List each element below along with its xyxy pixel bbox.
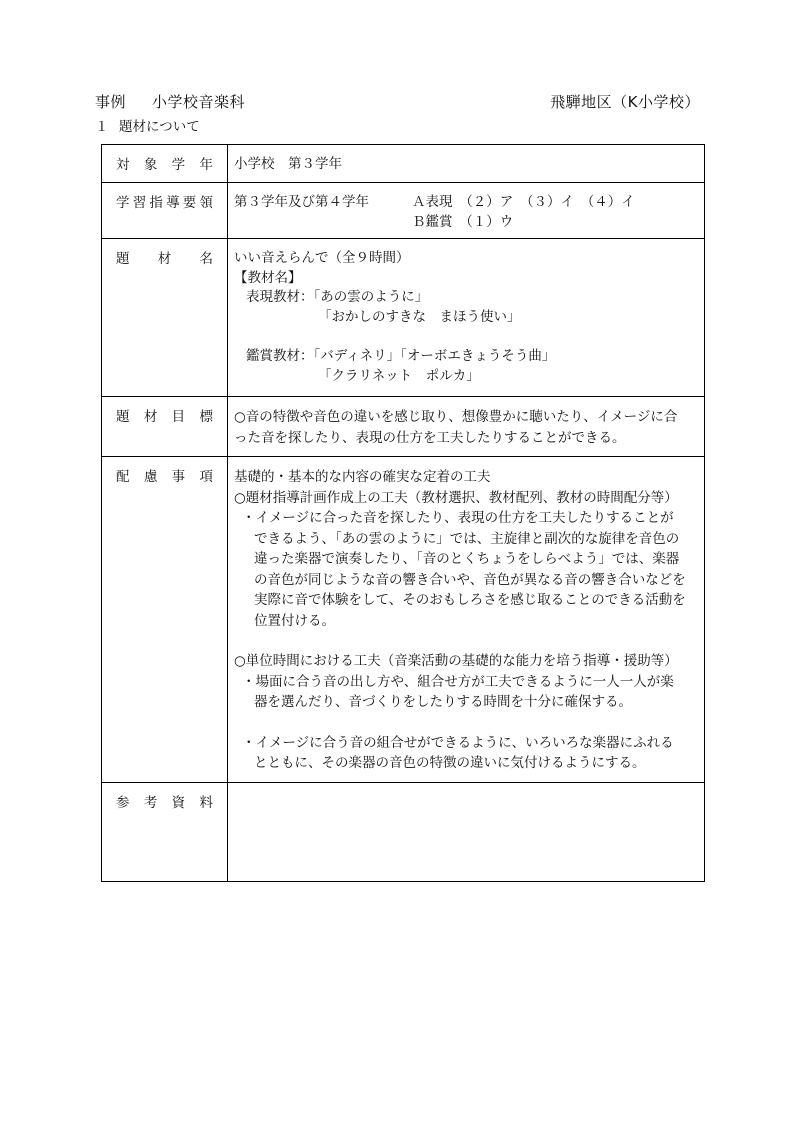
consideration-row (102, 457, 705, 783)
curriculum-label: 学 習 指 導 要 領 (116, 195, 213, 211)
curriculum-label-cell (102, 183, 228, 239)
unit-name: いい音えらんで（全９時間） (234, 250, 410, 266)
consideration-heading: 基礎的・基本的な内容の確実な定着の工夫 (234, 469, 491, 485)
grade-value: 小学校 第３学年 (234, 156, 342, 172)
appreciation-materials-1: 鑑賞教材：「バディネリ」「オーボエきょうそう曲」 (246, 348, 556, 364)
grade-value-cell (228, 145, 705, 183)
materials-header: 【教材名】 (234, 269, 302, 286)
unit-info-table (101, 144, 705, 882)
unit-goal-row (102, 397, 705, 457)
plan-line: 違った楽器で演奏したり、「音のとくちょうをしらべよう」では、楽器 (254, 551, 680, 567)
expression-materials-2: 「おかしのすきな まほう使い」 (318, 308, 521, 325)
unit-title-value-cell (228, 239, 705, 397)
lesson-line: ・場面に合う音の出し方や、組合せ方が工夫できるように一人一人が楽 (242, 673, 674, 690)
unit-goal-label-cell (102, 397, 228, 457)
unit-goal-value-cell (228, 397, 705, 457)
unit-title-row (102, 239, 705, 397)
document-header-left (95, 91, 245, 112)
reference-label: 参 考 資 料 (116, 794, 213, 811)
consideration-value-cell (228, 457, 705, 783)
section-number: １ (95, 119, 109, 135)
region-label: 飛騨地区（K小学校） (550, 93, 700, 111)
lesson-line: 器を選んだり、音づくりをしたりする時間を十分に確保する。 (254, 694, 632, 710)
reference-row (102, 782, 705, 881)
grade-label: 対 象 学 年 (116, 157, 213, 173)
curriculum-row (102, 183, 705, 239)
curriculum-appreciation: Ｂ鑑賞 （１）ウ (412, 213, 514, 230)
plan-heading: ○題材指導計画作成上の工夫（教材選択、教材配列、教材の時間配分等） (234, 489, 678, 506)
appreciation-materials-2: 「クラリネット ポルカ」 (318, 367, 480, 384)
plan-line: 位置付ける。 (254, 612, 335, 629)
curriculum-grades: 第３学年及び第４学年 (234, 194, 369, 210)
case-label: 事例 (95, 93, 127, 111)
plan-line: ・イメージに合った音を探したり、表現の仕方を工夫したりすることが (242, 510, 674, 526)
unit-title-label-cell (102, 239, 228, 397)
reference-label-cell (102, 782, 228, 881)
unit-goal-line-2: った音を探したり、表現の仕方を工夫したりすることができる。 (234, 429, 626, 446)
lesson-line: とともに、その楽器の音色の特徴の違いに気付けるようにする。 (254, 755, 646, 771)
consideration-label-cell (102, 457, 228, 783)
section-heading (95, 115, 200, 135)
grade-label-cell (102, 145, 228, 183)
lesson-heading: ○単位時間における工夫（音楽活動の基礎的な能力を培う指導・援助等） (234, 653, 678, 669)
lesson-line: ・イメージに合う音の組合せができるように、いろいろな楽器にふれる (242, 734, 674, 751)
subject-label: 小学校音楽科 (152, 93, 246, 111)
plan-line: の音色が同じような音の響き合いや、音色が異なる音の響き合いなどを (254, 571, 686, 588)
grade-row (102, 145, 705, 183)
consideration-label: 配 慮 事 項 (116, 469, 213, 485)
plan-line: できるよう、「あの雲のように」では、主旋律と副次的な旋律を音色の (254, 530, 680, 547)
unit-goal-label: 題 材 目 標 (116, 409, 213, 425)
section-title: 題材について (119, 119, 200, 135)
reference-value-cell (228, 782, 705, 881)
reference-value (228, 783, 704, 797)
curriculum-value-cell (228, 183, 705, 239)
unit-title-label: 題 材 名 (116, 251, 213, 267)
curriculum-expression: Ａ表現 （２）ア （３）イ （４）イ (412, 194, 635, 210)
plan-line: 実際に音で体験をして、そのおもしろさを感じ取ることのできる活動を (254, 592, 686, 608)
expression-materials-1: 表現教材：「あの雲のように」 (246, 289, 429, 305)
unit-goal-line-1: ○音の特徴や音色の違いを感じ取り、想像豊かに聴いたり、イメージに合 (234, 409, 678, 425)
